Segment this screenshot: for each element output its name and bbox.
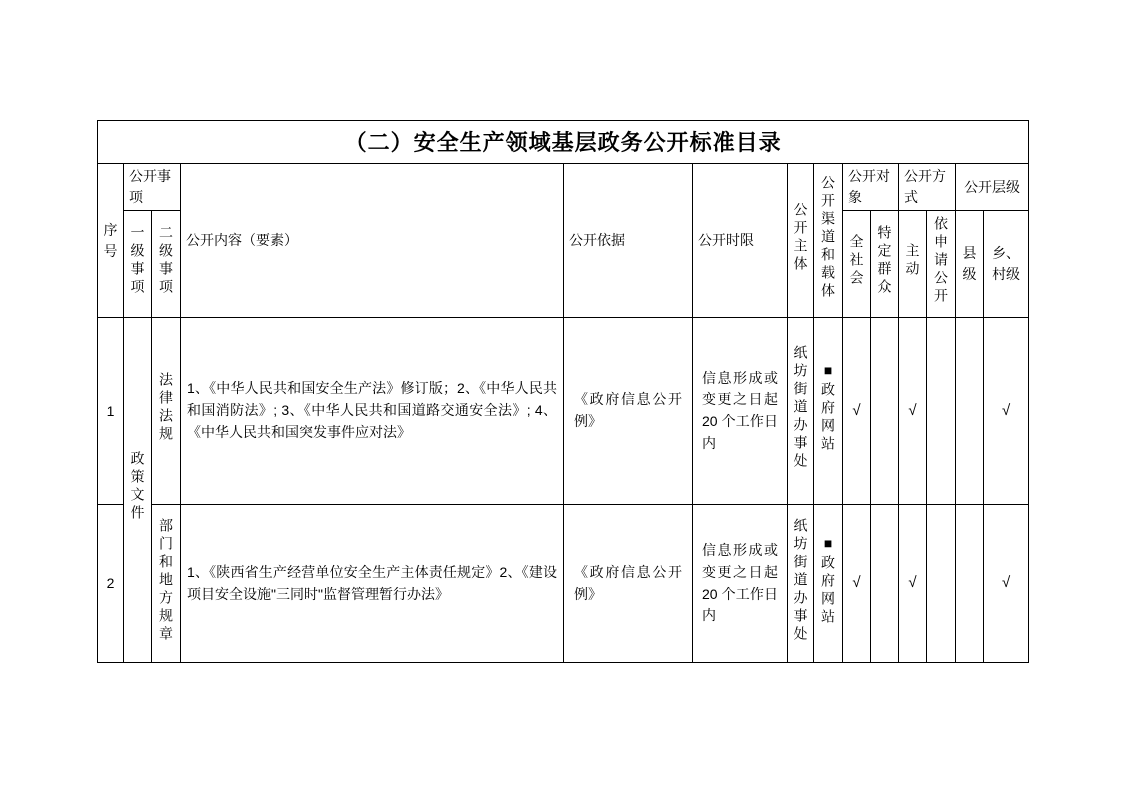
check-specific-groups — [871, 505, 899, 663]
col-header-specific-groups-label: 特定群众 — [876, 225, 893, 297]
check-county — [956, 318, 984, 505]
disclosure-standards-table — [97, 120, 1029, 663]
col-header-specific-groups — [871, 211, 899, 318]
col-header-on-request-label: 依申请公开 — [933, 216, 950, 306]
col-header-level2-label: 二级事项 — [158, 225, 175, 297]
check-township: √ — [984, 505, 1029, 663]
table-row — [98, 318, 1029, 505]
col-header-method: 公开方式 — [899, 164, 956, 211]
check-on-request — [927, 318, 956, 505]
col-header-channel — [814, 164, 843, 318]
col-header-proactive — [899, 211, 927, 318]
col-header-channel-label: 公开渠道和载体 — [820, 174, 837, 301]
level1-value: 政策文件 — [129, 451, 146, 523]
col-header-basis: 公开依据 — [564, 164, 693, 318]
check-proactive: √ — [899, 318, 927, 505]
col-header-level1 — [124, 211, 152, 318]
subject-value: 纸坊街道办事处 — [792, 517, 809, 644]
col-header-time-limit: 公开时限 — [693, 164, 788, 318]
header-row-top — [98, 164, 1029, 211]
col-header-all-society-label: 全社会 — [848, 234, 865, 288]
col-header-disclosure-items: 公开事项 — [124, 164, 181, 211]
col-header-subject — [788, 164, 814, 318]
check-county — [956, 505, 984, 663]
channel-value: ■政府网站 — [820, 534, 837, 627]
time-limit-cell: 信息形成或变更之日起20 个工作日内 — [693, 505, 788, 663]
channel-value: ■政府网站 — [820, 362, 837, 454]
col-header-content: 公开内容（要素） — [181, 164, 564, 318]
subject-value: 纸坊街道办事处 — [792, 345, 809, 471]
table-row — [98, 505, 1029, 663]
channel-cell — [814, 505, 843, 663]
level2-cell — [152, 505, 181, 663]
title-row — [98, 121, 1029, 164]
col-header-proactive-label: 主动 — [904, 243, 921, 279]
time-limit-cell: 信息形成或变更之日起20 个工作日内 — [693, 318, 788, 505]
basis-cell: 《政府信息公开例》 — [564, 318, 693, 505]
subject-cell — [788, 318, 814, 505]
col-header-level2 — [152, 211, 181, 318]
level2-value: 法律法规 — [158, 372, 175, 444]
level2-value: 部门和地方规章 — [158, 517, 175, 644]
col-header-level1-label: 一级事项 — [129, 225, 146, 297]
col-header-county: 县级 — [956, 211, 984, 318]
basis-cell: 《政府信息公开例》 — [564, 505, 693, 663]
check-township: √ — [984, 318, 1029, 505]
check-proactive: √ — [899, 505, 927, 663]
level2-cell — [152, 318, 181, 505]
col-header-level: 公开层级 — [956, 164, 1029, 211]
serial-cell: 1 — [98, 318, 124, 505]
check-specific-groups — [871, 318, 899, 505]
col-header-on-request — [927, 211, 956, 318]
content-cell: 1、《中华人民共和国安全生产法》修订版；2、《中华人民共和国消防法》; 3、《中华人民共和国道路交通安全法》; 4、《中华人民共和国突发事件应对法》 — [181, 318, 564, 505]
col-header-all-society — [843, 211, 871, 318]
col-header-subject-label: 公开主体 — [792, 201, 809, 274]
col-header-township: 乡、村级 — [984, 211, 1029, 318]
content-cell: 1、《陕西省生产经营单位安全生产主体责任规定》2、《建设项目安全设施"三同时"监督管理暂行办法》 — [181, 505, 564, 663]
check-all-society: √ — [843, 318, 871, 505]
check-on-request — [927, 505, 956, 663]
serial-cell: 2 — [98, 505, 124, 663]
col-header-serial: 序号 — [98, 164, 124, 318]
channel-cell — [814, 318, 843, 505]
subject-cell — [788, 505, 814, 663]
check-all-society: √ — [843, 505, 871, 663]
page-title: （二）安全生产领域基层政务公开标准目录 — [98, 121, 1029, 164]
col-header-audience: 公开对象 — [843, 164, 899, 211]
level1-cell — [124, 318, 152, 663]
